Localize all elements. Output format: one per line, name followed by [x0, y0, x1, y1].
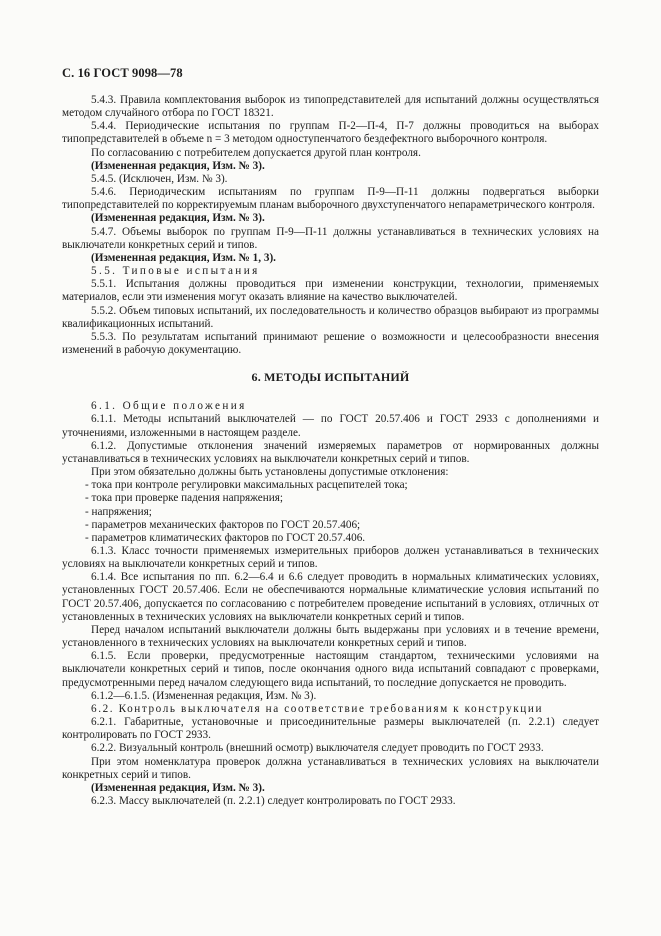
list-item: - параметров климатических факторов по ГОСТ 20.57.406. [85, 531, 366, 544]
paragraph-6-2-3: 6.2.3. Массу выключателей (п. 2.2.1) следует контролировать по ГОСТ 2933. [91, 794, 456, 807]
paragraph-5-5-2: 5.5.2. Объем типовых испытаний, их последовательность и количество образцов выбирают из программы квалификационных испытаний. [62, 304, 599, 330]
section-5-4-to-5-5 [62, 94, 599, 357]
paragraph-6-1-5: 6.1.5. Если проверки, предусмотренные настоящим стандартом, техническими условиями на выключатели конкретных серий и типов, после окончания одного вида испытаний совпадают с проверками, предусмотренными перед началом следующего вида испытаний, то последние допускается не проводить. [62, 650, 599, 689]
list-item: - напряжения; [85, 505, 152, 518]
paragraph-5-5-1: 5.5.1. Испытания должны проводиться при изменении конструкции, технологии, применяемых материалов, если эти изменения могут оказать влияние на качество выключателей. [62, 278, 599, 304]
subsection-heading-6-1: 6.1. Общие положения [91, 400, 247, 413]
amendment-note-6-1-2-6-1-5: 6.1.2—6.1.5. (Измененная редакция, Изм. № 3). [91, 689, 317, 702]
list-item: - тока при проверке падения напряжения; [85, 492, 283, 505]
amendment-note: (Измененная редакция, Изм. № 3). [91, 212, 265, 225]
paragraph-5-4-7: 5.4.7. Объемы выборок по группам П-9—П-11 должны устанавливаться в технических условиях на выключатели конкретных серий и типов. [62, 225, 599, 251]
paragraph-before-tests: Перед началом испытаний выключатели должны быть выдержаны при условиях и в течение времени, установленного в технических условиях на выключатели конкретных серий и типов. [62, 623, 599, 650]
list-item: - тока при контроле регулировки максимальных расцепителей тока; [85, 479, 408, 492]
page-header: С. 16 ГОСТ 9098—78 [62, 66, 183, 80]
paragraph-5-5-3: 5.5.3. По результатам испытаний принимают решение о возможности и целесообразности внесения изменений в рабочую документацию. [62, 330, 599, 356]
paragraph-5-4-3: 5.4.3. Правила комплектования выборок из типопредставителей для испытаний должны осуществляться методом случайного отбора по ГОСТ 18321. [62, 94, 599, 120]
amendment-note: (Измененная редакция, Изм. № 3). [91, 159, 265, 172]
amendment-note: (Измененная редакция, Изм. № 3). [91, 781, 265, 794]
paragraph-5-4-4: 5.4.4. Периодические испытания по группам П-2—П-4, П-7 должны проводиться на выборах типопредставителей в объеме n = 3 методом одноступенчатого бездефектного выборочного контроля. [62, 120, 599, 146]
paragraph-deviations-intro: При этом обязательно должны быть установлены допустимые отклонения: [91, 466, 449, 479]
subsection-heading-5-5: 5.5. Типовые испытания [91, 265, 260, 278]
paragraph-6-1-4: 6.1.4. Все испытания по пп. 6.2—6.4 и 6.6 следует проводить в нормальных климатических условиях, установленных ГОСТ 20.57.406. Если не обеспечиваются нормальные климатические условия испытаний по ГОСТ 20.57.406, допускается по согласованию с потребителем проведение испытаний в условиях, отличных от установленных в технических условиях на выключатели конкретных серий и типов. [62, 571, 599, 623]
paragraph-5-4-6: 5.4.6. Периодическим испытаниям по группам П-9—П-11 должны подвергаться выборки типопредставителей по корректируемым планам выборочного двухступенчатого непараметрического контроля. [62, 186, 599, 212]
paragraph-nomenclature: При этом номенклатура проверок должна устанавливаться в технических условиях на выключатели конкретных серий и типов. [62, 755, 599, 781]
paragraph-6-1-2: 6.1.2. Допустимые отклонения значений измеряемых параметров от нормированных должны устанавливаться в технических условиях на выключатели конкретных серий и типов. [62, 439, 599, 465]
deviations-list [62, 479, 599, 545]
paragraph-6-2-2: 6.2.2. Визуальный контроль (внешний осмотр) выключателя следует проводить по ГОСТ 2933. [91, 742, 544, 755]
subsection-heading-6-2: 6.2. Контроль выключателя на соответствие требованиям к конструкции [91, 702, 544, 715]
paragraph-agreement: По согласованию с потребителем допускается другой план контроля. [91, 146, 421, 159]
paragraph-6-1-3: 6.1.3. Класс точности применяемых измерительных приборов должен устанавливаться в технических условиях на выключатели конкретных серий и типов. [62, 545, 599, 571]
list-item: - параметров механических факторов по ГОСТ 20.57.406; [85, 518, 361, 531]
paragraph-6-2-1: 6.2.1. Габаритные, установочные и присоединительные размеры выключателей (п. 2.2.1) следует контролировать по ГОСТ 2933. [62, 716, 599, 742]
paragraph-5-4-5: 5.4.5. (Исключен, Изм. № 3). [91, 172, 228, 185]
page-content [62, 94, 599, 808]
section-title: 6. МЕТОДЫ ИСПЫТАНИЙ [251, 370, 410, 385]
paragraph-6-1-1: 6.1.1. Методы испытаний выключателей — по ГОСТ 20.57.406 и ГОСТ 2933 с дополнениями и уточнениями, изложенными в настоящем разделе. [62, 413, 599, 439]
section-6-1 [62, 400, 599, 808]
amendment-note: (Измененная редакция, Изм. № 1, 3). [91, 251, 276, 264]
